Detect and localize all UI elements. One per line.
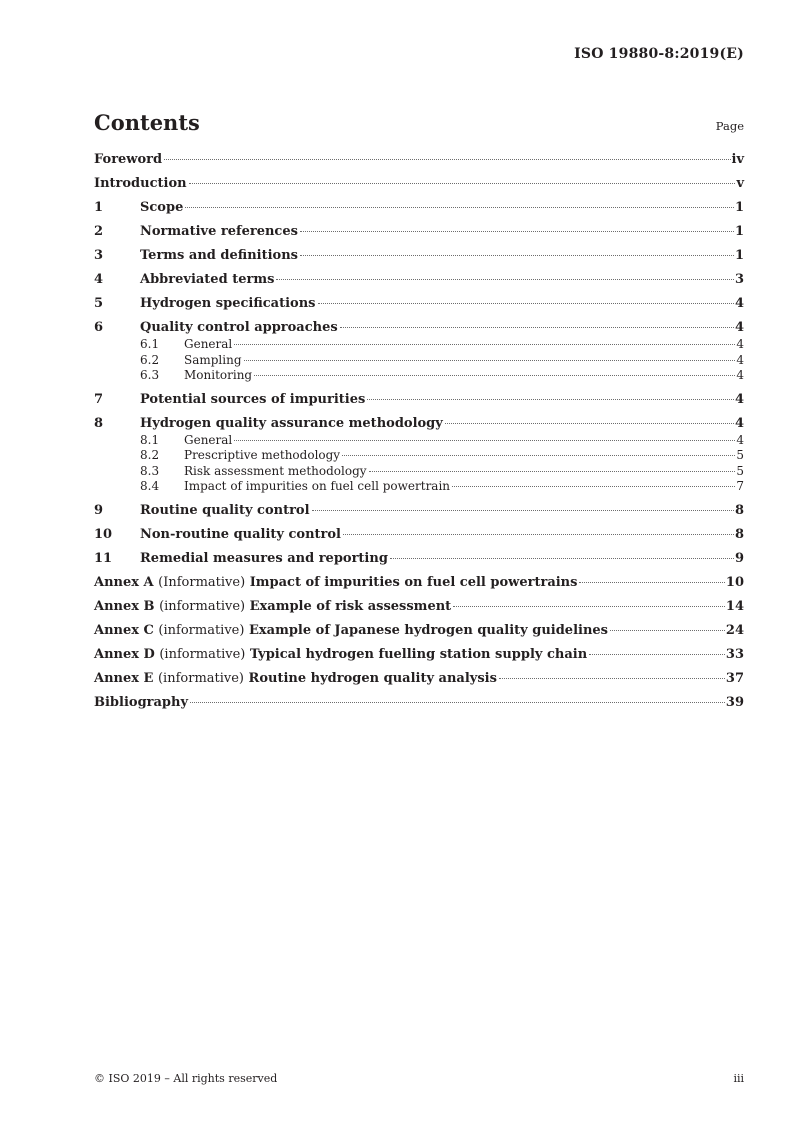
- toc-subentry[interactable]: [94, 448, 744, 464]
- toc-entry[interactable]: [94, 320, 744, 337]
- toc-subentry[interactable]: [94, 464, 744, 480]
- toc-subentry[interactable]: [94, 337, 744, 353]
- toc-entry[interactable]: [94, 416, 744, 433]
- annex-title: Impact of impurities on fuel cell powertrains: [249, 574, 578, 590]
- annex-label: Annex C: [94, 622, 154, 638]
- toc-subentry[interactable]: [94, 368, 744, 392]
- toc-entry[interactable]: [94, 392, 744, 416]
- toc-annex-entry[interactable]: [94, 575, 744, 599]
- toc-subentry-title: Sampling: [184, 352, 242, 367]
- toc-subentry-number: 6.2: [140, 352, 160, 367]
- toc-entry-page: 1: [734, 224, 744, 239]
- dot-leader: [340, 327, 734, 328]
- toc-entry-number: 11: [94, 550, 113, 566]
- annex-title: Routine hydrogen quality analysis: [248, 670, 497, 686]
- contents-header: [94, 110, 744, 135]
- dot-leader: [300, 231, 734, 232]
- toc-annex-entry[interactable]: [94, 623, 744, 647]
- dot-leader: [244, 360, 736, 361]
- annex-label: Annex A: [94, 574, 154, 590]
- toc-entry-title: Abbreviated terms: [140, 272, 275, 287]
- toc-entry-page: 9: [734, 550, 744, 566]
- toc-subentry-page: 4: [736, 368, 744, 382]
- dot-leader: [610, 630, 725, 631]
- page-number: iii: [733, 1072, 744, 1085]
- annex-informative-tag: (informative): [159, 646, 246, 662]
- toc-subentry-number: 8.4: [140, 479, 160, 493]
- toc-entry-page: 3: [734, 272, 744, 287]
- toc-entry-number: 2: [94, 224, 104, 239]
- annex-label: Annex D: [94, 646, 155, 662]
- dot-leader: [445, 423, 734, 424]
- toc-entry-title: Hydrogen specifications: [140, 296, 316, 311]
- dot-leader: [369, 471, 736, 472]
- dot-leader: [164, 159, 730, 160]
- toc-subentry[interactable]: [94, 353, 744, 369]
- toc-subentry-title: Impact of impurities on fuel cell powertrain: [184, 479, 451, 493]
- dot-leader: [276, 279, 734, 280]
- toc-subentry-title: General: [184, 432, 233, 447]
- toc-entry-number: 10: [94, 526, 113, 542]
- toc-entry-number: 8: [94, 415, 104, 431]
- toc-entry[interactable]: [94, 200, 744, 224]
- toc-entry-title: Non-routine quality control: [140, 526, 341, 542]
- toc-annex-entry[interactable]: [94, 671, 744, 695]
- toc-entry-number: 6: [94, 320, 104, 335]
- dot-leader: [499, 678, 725, 679]
- dot-leader: [342, 455, 735, 456]
- annex-title: Typical hydrogen fuelling station supply chain: [249, 646, 588, 662]
- toc-subentry-title: General: [184, 337, 233, 351]
- toc-entry-title: Introduction: [94, 176, 187, 191]
- toc-entry-title: Scope: [140, 200, 184, 215]
- annex-title: Example of Japanese hydrogen quality guidelines: [248, 622, 609, 638]
- annex-page: 10: [725, 574, 744, 590]
- toc-entry-title: Quality control approaches: [140, 320, 338, 335]
- annex-informative-tag: (Informative): [158, 574, 246, 590]
- dot-leader: [312, 510, 734, 511]
- toc-entry[interactable]: [94, 272, 744, 296]
- toc-subentry-page: 7: [736, 479, 744, 493]
- toc-subentry-title: Prescriptive methodology: [184, 448, 341, 462]
- dot-leader: [190, 702, 725, 703]
- toc-entry-title: Foreword: [94, 152, 163, 167]
- annex-informative-tag: (informative): [157, 670, 245, 686]
- toc-subentry-number: 8.3: [140, 463, 160, 478]
- bibliography-title: Bibliography: [94, 694, 189, 710]
- toc-entry-page: 8: [734, 502, 744, 518]
- dot-leader: [579, 582, 724, 583]
- dot-leader: [589, 654, 725, 655]
- toc-entry[interactable]: [94, 551, 744, 575]
- toc-entry-page: 4: [734, 296, 744, 311]
- toc-entry[interactable]: [94, 296, 744, 320]
- toc-bibliography-entry[interactable]: [94, 695, 744, 719]
- toc-entry[interactable]: [94, 503, 744, 527]
- annex-informative-tag: (informative): [159, 598, 246, 614]
- toc-subentry-number: 8.2: [140, 448, 160, 462]
- toc-entry-title: Normative references: [140, 224, 298, 239]
- annex-page: 14: [725, 598, 744, 614]
- toc-subentry-page: 5: [736, 463, 744, 478]
- toc-entry-page: 8: [734, 526, 744, 542]
- annex-page: 37: [725, 670, 744, 686]
- toc-subentry-title: Risk assessment methodology: [184, 463, 367, 478]
- dot-leader: [185, 207, 734, 208]
- toc-entry[interactable]: [94, 152, 744, 176]
- toc-annex-entry[interactable]: [94, 599, 744, 623]
- toc-entry-page: v: [736, 176, 744, 191]
- toc-entry-title: Hydrogen quality assurance methodology: [140, 415, 443, 431]
- toc-subentry[interactable]: [94, 479, 744, 503]
- page-column-label: Page: [715, 119, 744, 133]
- toc-entry-page: 4: [734, 415, 744, 431]
- annex-title: Example of risk assessment: [249, 598, 452, 614]
- dot-leader: [318, 303, 734, 304]
- toc-subentry[interactable]: [94, 433, 744, 449]
- toc-entry-page: 4: [734, 391, 744, 407]
- toc-entry[interactable]: [94, 248, 744, 272]
- toc-entry[interactable]: [94, 176, 744, 200]
- annex-page: 24: [725, 622, 744, 638]
- dot-leader: [390, 558, 734, 559]
- toc-subentry-page: 4: [736, 432, 744, 447]
- dot-leader: [189, 183, 736, 184]
- dot-leader: [367, 399, 734, 400]
- toc-entry[interactable]: [94, 224, 744, 248]
- toc-entry-title: Routine quality control: [140, 502, 310, 518]
- table-of-contents: [94, 152, 744, 719]
- toc-entry-title: Potential sources of impurities: [140, 391, 366, 407]
- dot-leader: [254, 375, 735, 376]
- toc-subentry-page: 4: [736, 352, 744, 367]
- toc-subentry-number: 6.3: [140, 368, 160, 382]
- annex-informative-tag: (informative): [158, 622, 245, 638]
- contents-title: Contents: [94, 110, 200, 135]
- toc-subentry-number: 8.1: [140, 432, 160, 447]
- dot-leader: [234, 440, 735, 441]
- dot-leader: [453, 606, 725, 607]
- toc-entry[interactable]: [94, 527, 744, 551]
- toc-entry-page: 4: [734, 320, 744, 335]
- toc-entry-number: 9: [94, 502, 104, 518]
- toc-subentry-title: Monitoring: [184, 368, 253, 382]
- document-reference: ISO 19880-8:2019(E): [574, 46, 744, 62]
- toc-entry-page: iv: [731, 152, 744, 167]
- toc-entry-number: 3: [94, 248, 104, 263]
- toc-subentry-page: 4: [736, 337, 744, 351]
- toc-entry-number: 7: [94, 391, 104, 407]
- toc-entry-page: 1: [734, 200, 744, 215]
- page-footer: [94, 1072, 744, 1085]
- toc-entry-page: 1: [734, 248, 744, 263]
- dot-leader: [234, 344, 735, 345]
- toc-subentry-number: 6.1: [140, 337, 160, 351]
- toc-subentry-page: 5: [736, 448, 744, 462]
- annex-label: Annex E: [94, 670, 154, 686]
- annex-page: 33: [725, 646, 744, 662]
- toc-entry-number: 5: [94, 296, 104, 311]
- copyright-notice: © ISO 2019 – All rights reserved: [94, 1072, 278, 1085]
- annex-label: Annex B: [94, 598, 155, 614]
- toc-entry-number: 1: [94, 200, 104, 215]
- toc-entry-number: 4: [94, 272, 104, 287]
- dot-leader: [300, 255, 734, 256]
- toc-annex-entry[interactable]: [94, 647, 744, 671]
- bibliography-page: 39: [725, 694, 744, 710]
- dot-leader: [343, 534, 734, 535]
- toc-entry-title: Terms and definitions: [140, 248, 298, 263]
- dot-leader: [452, 486, 735, 487]
- toc-entry-title: Remedial measures and reporting: [140, 550, 388, 566]
